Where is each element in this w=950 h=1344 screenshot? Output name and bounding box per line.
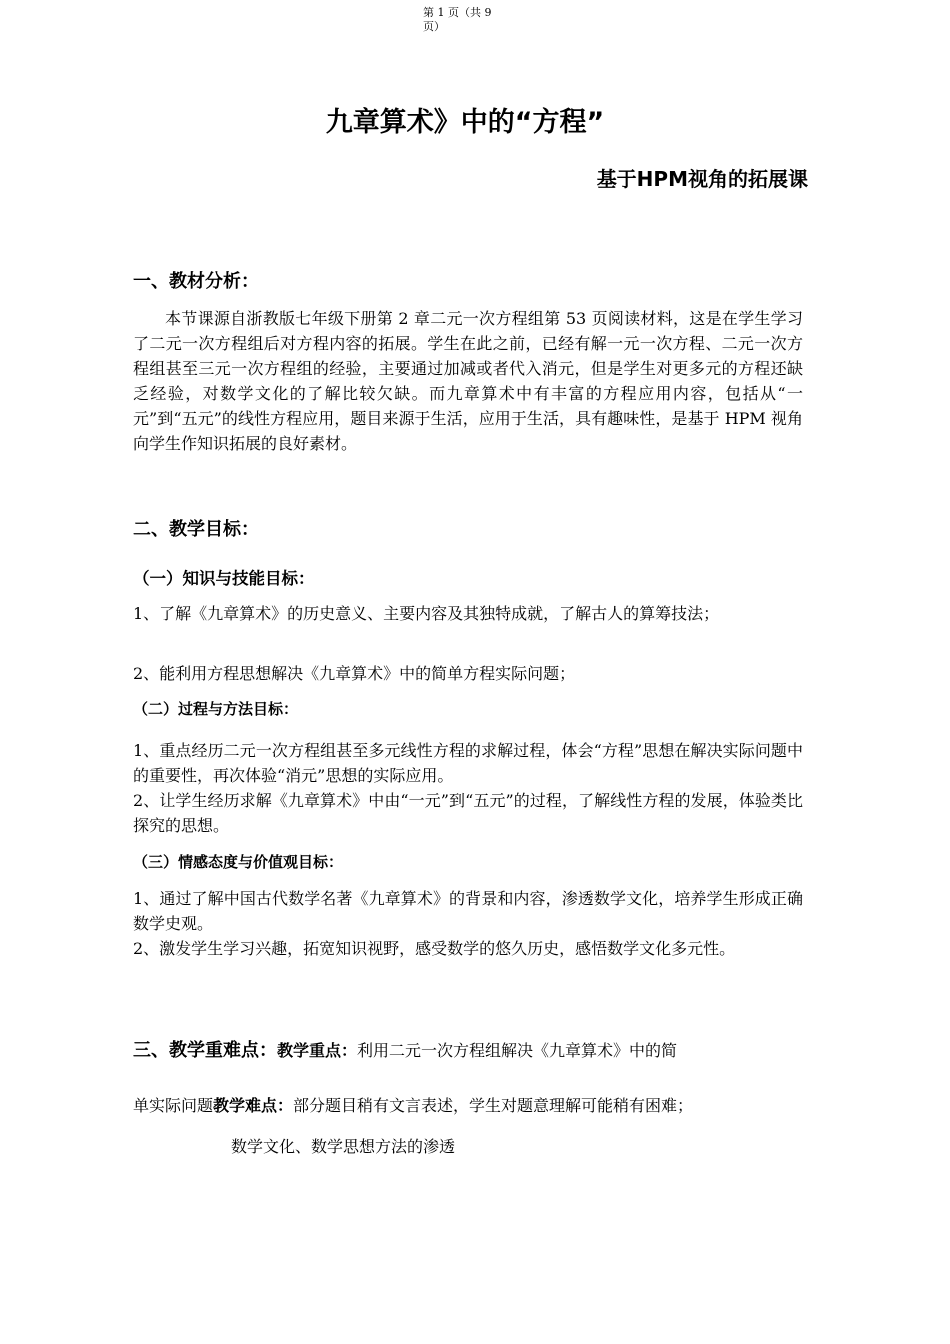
section3-line1 bbox=[133, 1038, 813, 1064]
document-subtitle: 基于HPM视角的拓展课 bbox=[596, 167, 808, 191]
key-point-text-cont: 单实际问题 bbox=[133, 1096, 214, 1115]
section2-sub3-item1: 1、通过了解中国古代数学名著《九章算术》的背景和内容，渗透数学文化，培养学生形成正确数学史观。 bbox=[133, 889, 803, 933]
section3-line2 bbox=[133, 1093, 833, 1119]
section1-heading: 一、教材分析： bbox=[133, 271, 259, 292]
difficulty-label: 教学难点： bbox=[213, 1096, 294, 1115]
section2-heading: 二、教学目标： bbox=[133, 519, 259, 540]
section2-sub3-item2: 2、激发学生学习兴趣，拓宽知识视野，感受数学的悠久历史，感悟数学文化多元性。 bbox=[133, 939, 736, 958]
section2-sub2-heading: （二）过程与方法目标： bbox=[133, 700, 299, 718]
difficulty-text-cont: 数学文化、数学思想方法的渗透 bbox=[231, 1137, 456, 1156]
key-point-text: 利用二元一次方程组解决《九章算术》中的简 bbox=[357, 1041, 678, 1060]
section2-sub1-heading: （一）知识与技能目标： bbox=[133, 569, 315, 588]
section1-body: 本节课源自浙教版七年级下册第 2 章二元一次方程组第 53 页阅读材料，这是在学生学习了二元一次方程组后对方程内容的拓展。学生在此之前，已经有解一元一次方程、二元一次方程组甚至三元一次方程组的经验，主要通过加减或者代入消元，但是学生对更多元的方程还缺乏经验，对数学文化的了解比较欠缺。而九章算术中有丰富的方程应用内容，包括从“一元”到“五元”的线性方程应用，题目来源于生活，应用于生活，具有趣味性，是基于 HPM 视角向学生作知识拓展的良好素材。 bbox=[133, 309, 803, 453]
section2-sub3-heading: （三）情感态度与价值观目标： bbox=[133, 853, 344, 871]
page-number: 第 1 页（共 9 页） bbox=[423, 6, 492, 33]
section2-sub1-item2: 2、能利用方程思想解决《九章算术》中的简单方程实际问题； bbox=[133, 664, 576, 683]
document-title: 九章算术》中的“方程” bbox=[325, 107, 605, 138]
section2-sub2-item2: 2、让学生经历求解《九章算术》中由“一元”到“五元”的过程，了解线性方程的发展，体验类比探究的思想。 bbox=[133, 791, 803, 835]
section2-sub2-item1: 1、重点经历二元一次方程组甚至多元线性方程的求解过程，体会“方程”思想在解决实际问题中的重要性，再次体验“消元”思想的实际应用。 bbox=[133, 741, 803, 785]
difficulty-text: 部分题目稍有文言表述，学生对题意理解可能稍有困难； bbox=[293, 1096, 694, 1115]
key-point-label: 教学重点： bbox=[277, 1041, 358, 1060]
section2-sub1-item1: 1、了解《九章算术》的历史意义、主要内容及其独特成就，了解古人的算筹技法； bbox=[133, 604, 720, 623]
section3-heading: 三、教学重难点： bbox=[133, 1040, 277, 1061]
